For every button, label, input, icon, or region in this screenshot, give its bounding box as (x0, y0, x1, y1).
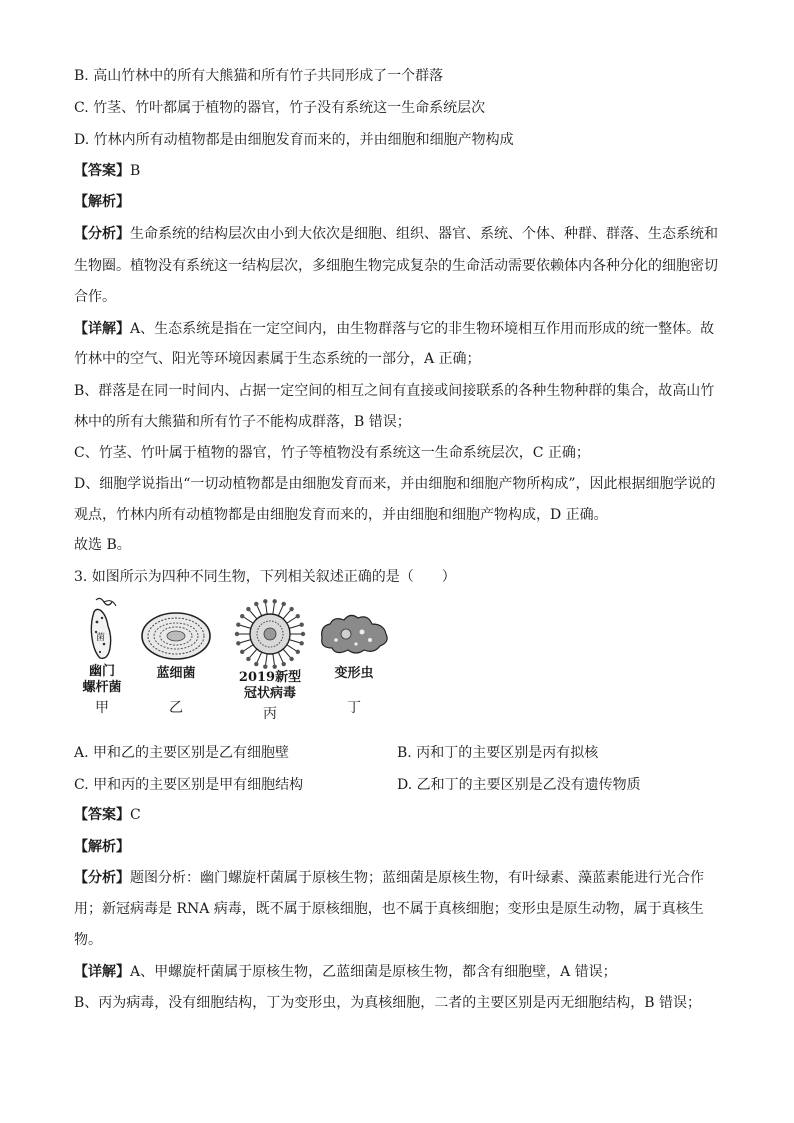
virus-spike (283, 649, 290, 657)
xiangjie-line-3: B、群落是在同一时间内、占据一定空间的相互之间有直接或间接联系的各种生物种群的集合，故高山竹 (74, 383, 715, 399)
virus-spike-head (301, 632, 305, 636)
xiangjie-line-6: D、细胞学说指出“一切动植物都是由细胞发育而来，并由细胞和细胞产物所构成”，因此根据细胞学说的 (74, 476, 716, 492)
option-c-line: C. 竹茎、竹叶都属于植物的器官，竹子没有系统这一生命系统层次 (74, 100, 486, 116)
figure-symbol-bing: 丙 (263, 706, 277, 722)
fenxi-text: 生命系统的结构层次由小到大依次是细胞、组织、器官、系统、个体、种群、群落、生态系统和 (130, 226, 718, 242)
fenxi2-tag: 【分析】 (74, 870, 130, 886)
virus-spike-head (246, 607, 250, 611)
option-b-line: B. 高山竹林中的所有大熊猫和所有竹子共同形成了一个群落 (74, 68, 444, 84)
fenxi2-line-1 (74, 868, 704, 888)
virus-spike-head (296, 614, 300, 618)
answer-value-2: C (130, 807, 141, 823)
helicobacter-icon (82, 596, 122, 662)
cyanobacteria-icon (138, 596, 214, 662)
option-b: B. 丙和丁的主要区别是丙有拟核 (397, 745, 599, 761)
fenxi2-line-3: 物。 (74, 932, 102, 948)
question-3: 3. 如图所示为四种不同生物，下列相关叙述正确的是（ ） (74, 569, 456, 585)
virus-spike-head (263, 664, 267, 668)
xiangjie-line-7: 观点，竹林内所有动植物都是由细胞发育而来的，并由细胞和细胞产物构成，D 正确。 (74, 507, 608, 523)
virus-spike-head (272, 599, 276, 603)
figure-item-yi (136, 596, 216, 716)
fenxi-line-2: 生物圈。植物没有系统这一结构层次，多细胞生物完成复杂的生命活动需要依赖体内各种分化的细胞密切 (74, 258, 718, 274)
xiangjie-line-5: C、竹茎、竹叶属于植物的器官，竹子等植物没有系统这一生命系统层次，C 正确； (74, 445, 590, 461)
xiangjie-text: A、生态系统是指在一定空间内，由生物群落与它的非生物环境相互作用而形成的统一整体。故 (130, 321, 715, 337)
xiangjie-tag: 【详解】 (74, 321, 130, 337)
virus-spike-head (299, 623, 303, 627)
xiangjie-line-2: 竹林中的空气、阳光等环境因素属于生态系统的一部分，A 正确； (74, 351, 481, 367)
virus-spike-head (282, 662, 286, 666)
answer-tag: 【答案】 (74, 163, 130, 179)
virus-spike (283, 611, 290, 619)
virus-spike (289, 640, 300, 643)
virus-spike (278, 606, 283, 616)
xiangjie2-text: A、甲螺旋杆菌属于原核生物，乙蓝细菌是原核生物，都含有细胞壁，A 错误； (130, 964, 617, 980)
virus-spike (273, 654, 275, 665)
xiangjie2-line-1 (74, 962, 617, 982)
option-d-line: D. 竹林内所有动植物都是由细胞发育而来的，并由细胞和细胞产物构成 (74, 132, 514, 148)
figure-item-bing (226, 596, 314, 722)
virus-spike (240, 640, 251, 643)
figure-symbol-jia: 甲 (95, 700, 109, 716)
virus-spike (250, 611, 257, 619)
xiangjie2-line-2: B、丙为病毒，没有细胞结构，丁为变形虫，为真核细胞，二者的主要区别是丙无细胞结构，B 错误； (74, 995, 702, 1011)
virus-spike-head (289, 657, 293, 661)
virus-spike-head (246, 657, 250, 661)
xiangjie2-tag: 【详解】 (74, 964, 130, 980)
figure-caption-yi: 蓝细菌 (156, 666, 196, 681)
virus-spike-head (254, 602, 258, 606)
svg-text:菌: 菌 (96, 633, 106, 643)
answer-value: B (130, 163, 141, 179)
amoeba-icon (316, 596, 392, 662)
figure-symbol-yi: 乙 (169, 700, 183, 716)
virus-spike (278, 652, 283, 662)
figure-caption-ding: 变形虫 (334, 666, 374, 681)
option-a: A. 甲和乙的主要区别是乙有细胞壁 (74, 745, 290, 761)
virus-spike-head (263, 599, 267, 603)
virus-spike (257, 606, 262, 616)
virus-spike (287, 617, 296, 623)
virus-spike (244, 617, 253, 623)
option-d: D. 乙和丁的主要区别是乙没有遗传物质 (397, 777, 641, 793)
answer-line-1 (74, 161, 140, 181)
analysis-tag-2: 【解析】 (74, 839, 130, 855)
virus-spike-head (240, 614, 244, 618)
virus-spike (250, 649, 257, 657)
virus-spike (240, 625, 251, 628)
virus-spike-head (299, 641, 303, 645)
fenxi2-text: 题图分析：幽门螺旋杆菌属于原核生物；蓝细菌是原核生物，有叶绿素、藻蓝素能进行光合作 (130, 870, 704, 886)
fenxi-line-1 (74, 224, 718, 244)
virus-spike (287, 645, 296, 651)
fenxi-tag: 【分析】 (74, 226, 130, 242)
xiangjie-line-8: 故选 B。 (74, 537, 131, 553)
virus-spike-head (282, 602, 286, 606)
virus-spike-head (235, 632, 239, 636)
analysis-tag-1: 【解析】 (74, 194, 130, 210)
figure-caption-jia: 幽门 螺杆菌 (82, 664, 122, 695)
virus-spike-head (296, 650, 300, 654)
virus-spike (257, 652, 262, 662)
xiangjie-line-4: 林中的所有大熊猫和所有竹子不能构成群落，B 错误； (74, 414, 411, 430)
coronavirus-icon (232, 596, 308, 670)
virus-spike-head (240, 650, 244, 654)
figure-item-ding (316, 596, 392, 716)
answer-line-2 (74, 805, 141, 825)
fenxi-line-3: 合作。 (74, 289, 116, 305)
answer-tag-2: 【答案】 (74, 807, 130, 823)
option-c: C. 甲和丙的主要区别是甲有细胞结构 (74, 777, 304, 793)
figure-symbol-ding: 丁 (347, 700, 361, 716)
figure-caption-bing: 2019新型 冠状病毒 (238, 670, 302, 701)
virus-spike-head (254, 662, 258, 666)
virus-spike (266, 603, 268, 614)
virus-spike-head (289, 607, 293, 611)
virus-spike-head (236, 623, 240, 627)
virus-spike-head (272, 664, 276, 668)
virus-spike (266, 654, 268, 665)
virus-spike (273, 603, 275, 614)
virus-spike (244, 645, 253, 651)
virus-spike (289, 625, 300, 628)
figure-item-jia (76, 596, 128, 716)
organism-figure (76, 596, 406, 731)
fenxi2-line-2: 用；新冠病毒是 RNA 病毒，既不属于原核细胞，也不属于真核细胞；变形虫是原生动物，属于真核生 (74, 901, 704, 917)
virus-spike-head (236, 641, 240, 645)
xiangjie-line-1 (74, 319, 714, 339)
